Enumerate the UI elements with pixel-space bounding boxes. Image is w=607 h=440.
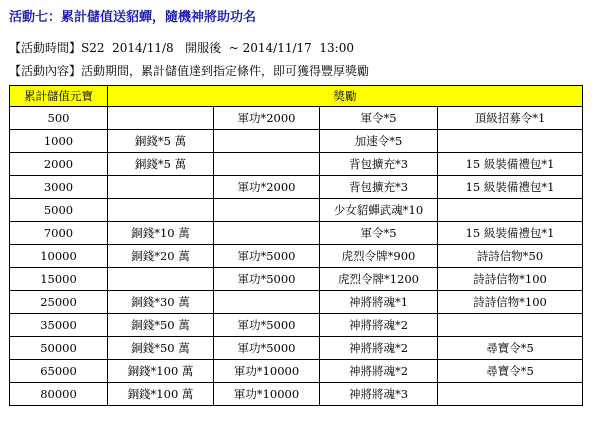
reward-cell: 軍功*10000 bbox=[214, 360, 320, 383]
reward-cell bbox=[108, 176, 214, 199]
reward-cell: 銅錢*30 萬 bbox=[108, 291, 214, 314]
page-title: 活動七：累計儲值送貂蟬，隨機神將助功名 bbox=[9, 10, 257, 25]
event-content-line bbox=[9, 62, 369, 79]
reward-cell: 尋寶令*5 bbox=[438, 337, 583, 360]
reward-cell: 軍功*5000 bbox=[214, 314, 320, 337]
amount-cell: 7000 bbox=[10, 222, 108, 245]
reward-cell: 15 級裝備禮包*1 bbox=[438, 176, 583, 199]
reward-cell: 銅錢*50 萬 bbox=[108, 314, 214, 337]
reward-cell: 銅錢*100 萬 bbox=[108, 383, 214, 406]
reward-cell: 詩詩信物*50 bbox=[438, 245, 583, 268]
reward-cell bbox=[438, 383, 583, 406]
reward-cell: 神將將魂*2 bbox=[320, 337, 438, 360]
amount-cell: 5000 bbox=[10, 199, 108, 222]
reward-cell bbox=[214, 130, 320, 153]
reward-cell: 軍令*5 bbox=[320, 107, 438, 130]
amount-cell: 80000 bbox=[10, 383, 108, 406]
table-row bbox=[10, 337, 583, 360]
reward-cell: 軍功*5000 bbox=[214, 337, 320, 360]
reward-cell: 軍功*10000 bbox=[214, 383, 320, 406]
amount-cell: 15000 bbox=[10, 268, 108, 291]
table-row bbox=[10, 245, 583, 268]
reward-cell: 神將將魂*2 bbox=[320, 314, 438, 337]
event-time-value: S22 2014/11/8 開服後 ~ 2014/11/17 13:00 bbox=[81, 41, 354, 55]
reward-cell: 軍功*5000 bbox=[214, 268, 320, 291]
reward-cell bbox=[108, 107, 214, 130]
amount-cell: 50000 bbox=[10, 337, 108, 360]
reward-cell: 頂級招募令*1 bbox=[438, 107, 583, 130]
reward-table-header bbox=[10, 86, 583, 107]
table-row bbox=[10, 199, 583, 222]
reward-cell: 虎烈令牌*900 bbox=[320, 245, 438, 268]
reward-cell bbox=[438, 199, 583, 222]
event-time-label: 【活動時間】 bbox=[9, 41, 82, 55]
reward-cell bbox=[438, 130, 583, 153]
reward-table-body bbox=[10, 107, 583, 406]
table-row bbox=[10, 291, 583, 314]
amount-cell: 35000 bbox=[10, 314, 108, 337]
table-row bbox=[10, 222, 583, 245]
table-row bbox=[10, 107, 583, 130]
reward-cell: 少女貂蟬武魂*10 bbox=[320, 199, 438, 222]
table-row bbox=[10, 153, 583, 176]
table-row bbox=[10, 360, 583, 383]
reward-table bbox=[9, 85, 583, 406]
reward-cell: 神將將魂*3 bbox=[320, 383, 438, 406]
table-row bbox=[10, 130, 583, 153]
table-row bbox=[10, 176, 583, 199]
reward-cell: 銅錢*20 萬 bbox=[108, 245, 214, 268]
table-row bbox=[10, 268, 583, 291]
table-row bbox=[10, 314, 583, 337]
event-content-label: 【活動內容】 bbox=[9, 64, 82, 78]
amount-cell: 1000 bbox=[10, 130, 108, 153]
reward-cell: 神將將魂*1 bbox=[320, 291, 438, 314]
reward-cell bbox=[214, 291, 320, 314]
reward-cell: 軍功*2000 bbox=[214, 107, 320, 130]
reward-cell: 軍功*5000 bbox=[214, 245, 320, 268]
reward-cell bbox=[214, 222, 320, 245]
amount-cell: 3000 bbox=[10, 176, 108, 199]
event-content-value: 活動期間，累計儲值達到指定條件，即可獲得豐厚獎勵 bbox=[81, 64, 370, 78]
reward-cell: 銅錢*10 萬 bbox=[108, 222, 214, 245]
header-amount: 累計儲值元寶 bbox=[10, 86, 108, 107]
event-time-line bbox=[9, 39, 354, 56]
reward-cell: 背包擴充*3 bbox=[320, 176, 438, 199]
reward-cell: 加速令*5 bbox=[320, 130, 438, 153]
reward-cell: 虎烈令牌*1200 bbox=[320, 268, 438, 291]
reward-cell: 銅錢*5 萬 bbox=[108, 153, 214, 176]
reward-cell bbox=[108, 268, 214, 291]
reward-cell: 背包擴充*3 bbox=[320, 153, 438, 176]
amount-cell: 65000 bbox=[10, 360, 108, 383]
reward-cell: 詩詩信物*100 bbox=[438, 291, 583, 314]
reward-cell: 詩詩信物*100 bbox=[438, 268, 583, 291]
reward-cell: 軍令*5 bbox=[320, 222, 438, 245]
amount-cell: 10000 bbox=[10, 245, 108, 268]
amount-cell: 500 bbox=[10, 107, 108, 130]
amount-cell: 25000 bbox=[10, 291, 108, 314]
reward-cell bbox=[438, 314, 583, 337]
header-reward: 獎勵 bbox=[108, 86, 583, 107]
reward-cell bbox=[214, 199, 320, 222]
reward-cell: 軍功*2000 bbox=[214, 176, 320, 199]
reward-cell: 15 級裝備禮包*1 bbox=[438, 222, 583, 245]
amount-cell: 2000 bbox=[10, 153, 108, 176]
reward-cell bbox=[108, 199, 214, 222]
reward-cell: 尋寶令*5 bbox=[438, 360, 583, 383]
reward-cell: 15 級裝備禮包*1 bbox=[438, 153, 583, 176]
reward-cell: 銅錢*50 萬 bbox=[108, 337, 214, 360]
table-row bbox=[10, 383, 583, 406]
reward-cell: 神將將魂*2 bbox=[320, 360, 438, 383]
reward-cell bbox=[214, 153, 320, 176]
reward-cell: 銅錢*100 萬 bbox=[108, 360, 214, 383]
reward-cell: 銅錢*5 萬 bbox=[108, 130, 214, 153]
